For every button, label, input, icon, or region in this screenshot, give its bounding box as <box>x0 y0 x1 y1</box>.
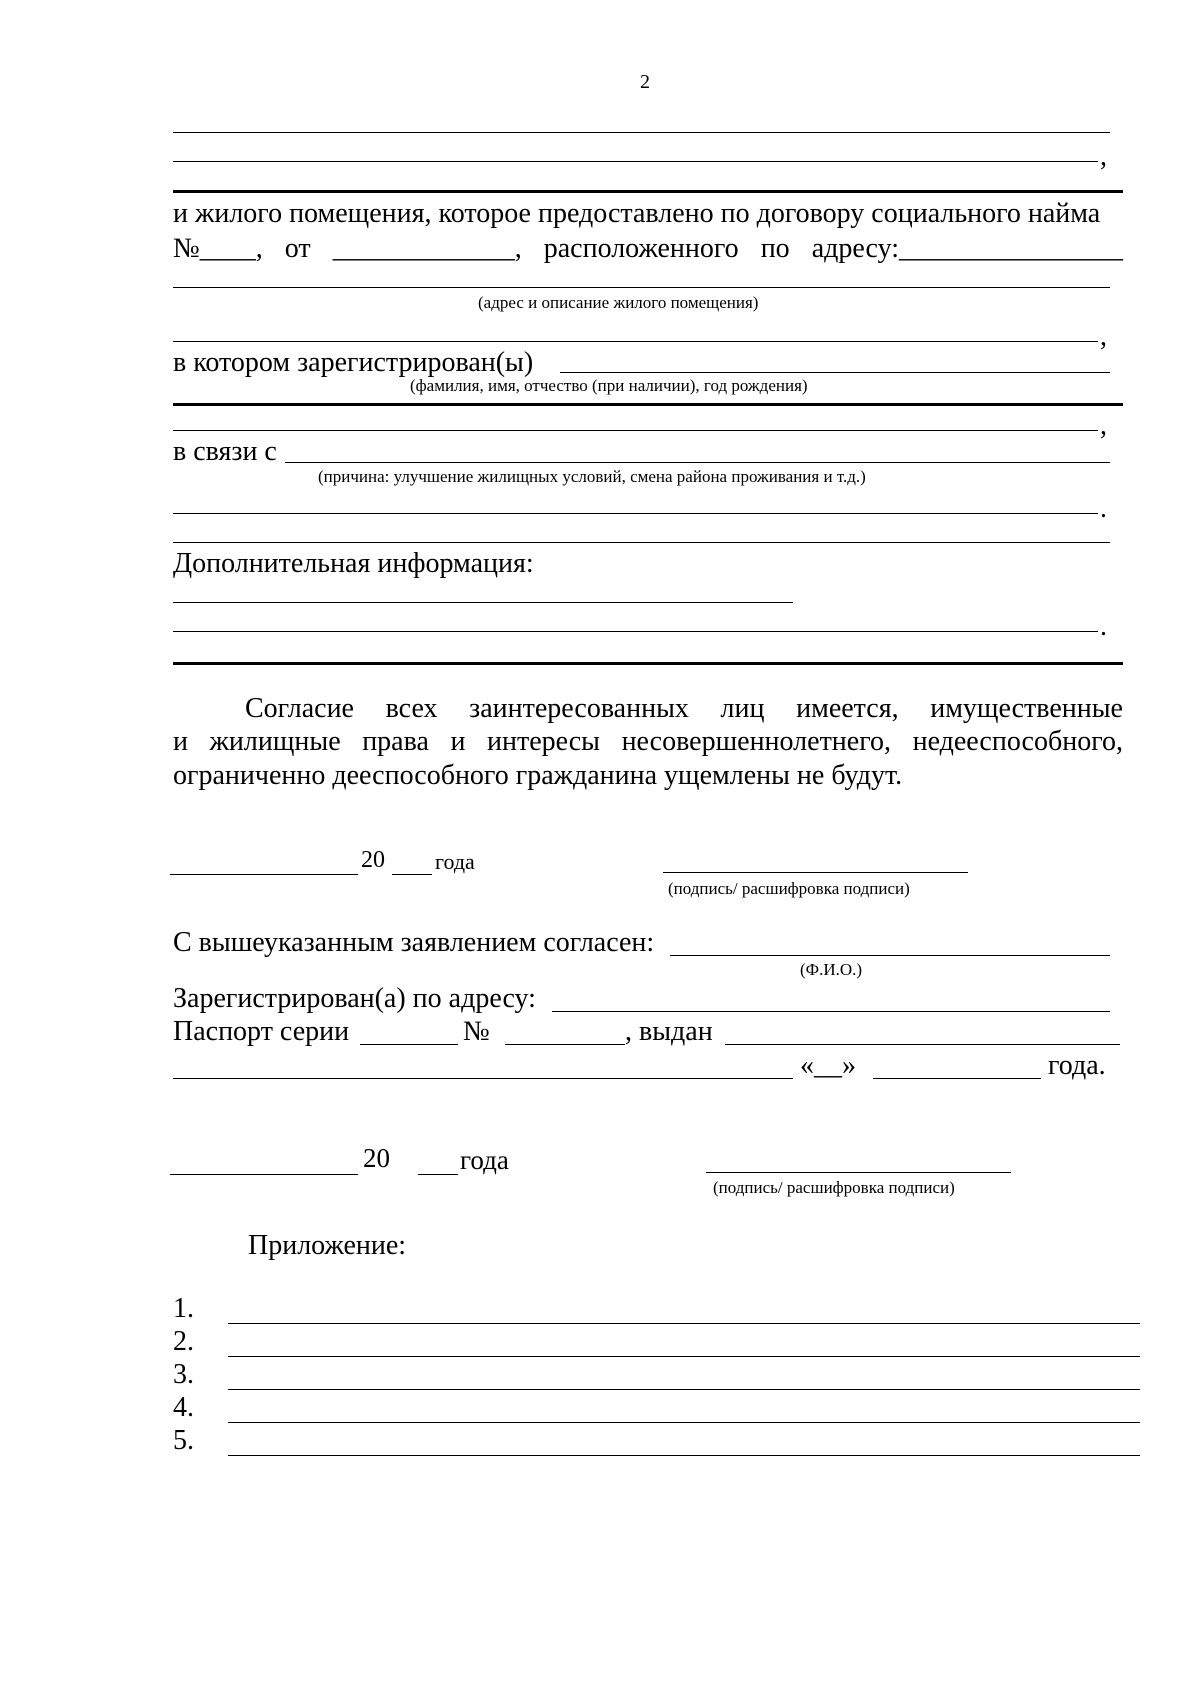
consent-line-1: Согласие всех заинтересованных лиц имеется, имущественные <box>245 693 1123 724</box>
appendix-item-number: 5. <box>173 1425 194 1456</box>
blank-line <box>173 602 793 603</box>
appendix-item-number: 2. <box>173 1326 194 1357</box>
divider <box>173 403 1123 406</box>
line-end-comma: , <box>1100 410 1107 441</box>
blank-line <box>173 341 1098 342</box>
blank-line <box>173 430 1098 431</box>
dwelling-line-1: и жилого помещения, которое предоставлено по договору социального найма <box>173 198 1101 229</box>
registered-address-label: Зарегистрирован(а) по адресу: <box>173 983 536 1014</box>
appendix-item-number: 1. <box>173 1293 194 1324</box>
fio-field-line <box>670 955 1110 956</box>
appendix-item-line <box>228 1356 1140 1357</box>
registered-caption: (фамилия, имя, отчество (при наличии), год рождения) <box>410 376 808 395</box>
issued-by-line-2 <box>173 1078 793 1079</box>
divider <box>173 190 1123 193</box>
dwelling-line-2: №____, от _____________, расположенного по адресу:________________ <box>173 233 1123 264</box>
year-prefix: 20 <box>363 1143 390 1173</box>
appendix-title: Приложение: <box>248 1230 407 1261</box>
issue-date-day: «__» <box>800 1050 856 1081</box>
appendix-item-line <box>228 1455 1140 1456</box>
appendix-item-line <box>228 1389 1140 1390</box>
signature-caption: (подпись/ расшифровка подписи) <box>668 879 910 898</box>
page-number: 2 <box>640 71 650 93</box>
issued-by-line <box>725 1044 1120 1045</box>
date-line <box>170 1174 358 1175</box>
divider <box>173 662 1123 665</box>
registered-field-line <box>560 372 1110 373</box>
year-line <box>418 1174 458 1175</box>
reason-caption: (причина: улучшение жилищных условий, смена района проживания и т.д.) <box>318 467 866 486</box>
contract-number: №____, <box>173 233 263 264</box>
blank-line <box>173 513 1098 514</box>
signature-line <box>663 872 968 873</box>
appendix-item-number: 4. <box>173 1392 194 1423</box>
reason-field-line <box>285 462 1110 463</box>
line-end-period: . <box>1100 493 1107 524</box>
additional-info-label: Дополнительная информация: <box>173 548 534 579</box>
address-line <box>173 287 1110 288</box>
signature-caption: (подпись/ расшифровка подписи) <box>713 1178 955 1197</box>
registered-address-line <box>552 1011 1110 1012</box>
passport-series-line <box>360 1044 458 1045</box>
issued-label: , выдан <box>625 1016 713 1047</box>
reason-label: в связи с <box>173 436 277 467</box>
passport-number-line <box>505 1044 625 1045</box>
blank-line <box>173 542 1110 543</box>
signature-line <box>706 1172 1011 1173</box>
address-field: адресу:________________ <box>811 233 1123 264</box>
date-line <box>170 874 358 875</box>
appendix-item-line <box>228 1422 1140 1423</box>
blank-line <box>173 161 1098 162</box>
line-end-period: . <box>1100 611 1107 642</box>
consent-line-2: и жилищные права и интересы несовершеннолетнего, недееспособного, <box>173 726 1123 757</box>
fio-caption: (Ф.И.О.) <box>800 960 863 979</box>
year-word: года <box>435 849 475 874</box>
blank-line <box>173 631 1098 632</box>
address-caption: (адрес и описание жилого помещения) <box>478 293 759 312</box>
contract-date: _____________, <box>332 233 522 264</box>
passport-number-sign: № <box>463 1016 490 1047</box>
issue-date-year-word: года. <box>1048 1050 1106 1081</box>
registered-label: в котором зарегистрирован(ы) <box>173 347 534 378</box>
year-word: года <box>460 1145 509 1175</box>
agreement-label: С вышеуказанным заявлением согласен: <box>173 927 655 958</box>
appendix-item-line <box>228 1323 1140 1324</box>
issue-date-line <box>873 1078 1041 1079</box>
appendix-item-number: 3. <box>173 1359 194 1390</box>
line-end-comma: , <box>1100 141 1107 172</box>
blank-line <box>173 132 1110 133</box>
year-line <box>392 874 432 875</box>
year-prefix: 20 <box>361 847 385 873</box>
consent-line-3: ограниченно дееспособного гражданина ущемлены не будут. <box>173 760 903 791</box>
line-end-comma: , <box>1100 321 1107 352</box>
passport-label: Паспорт серии <box>173 1016 350 1047</box>
